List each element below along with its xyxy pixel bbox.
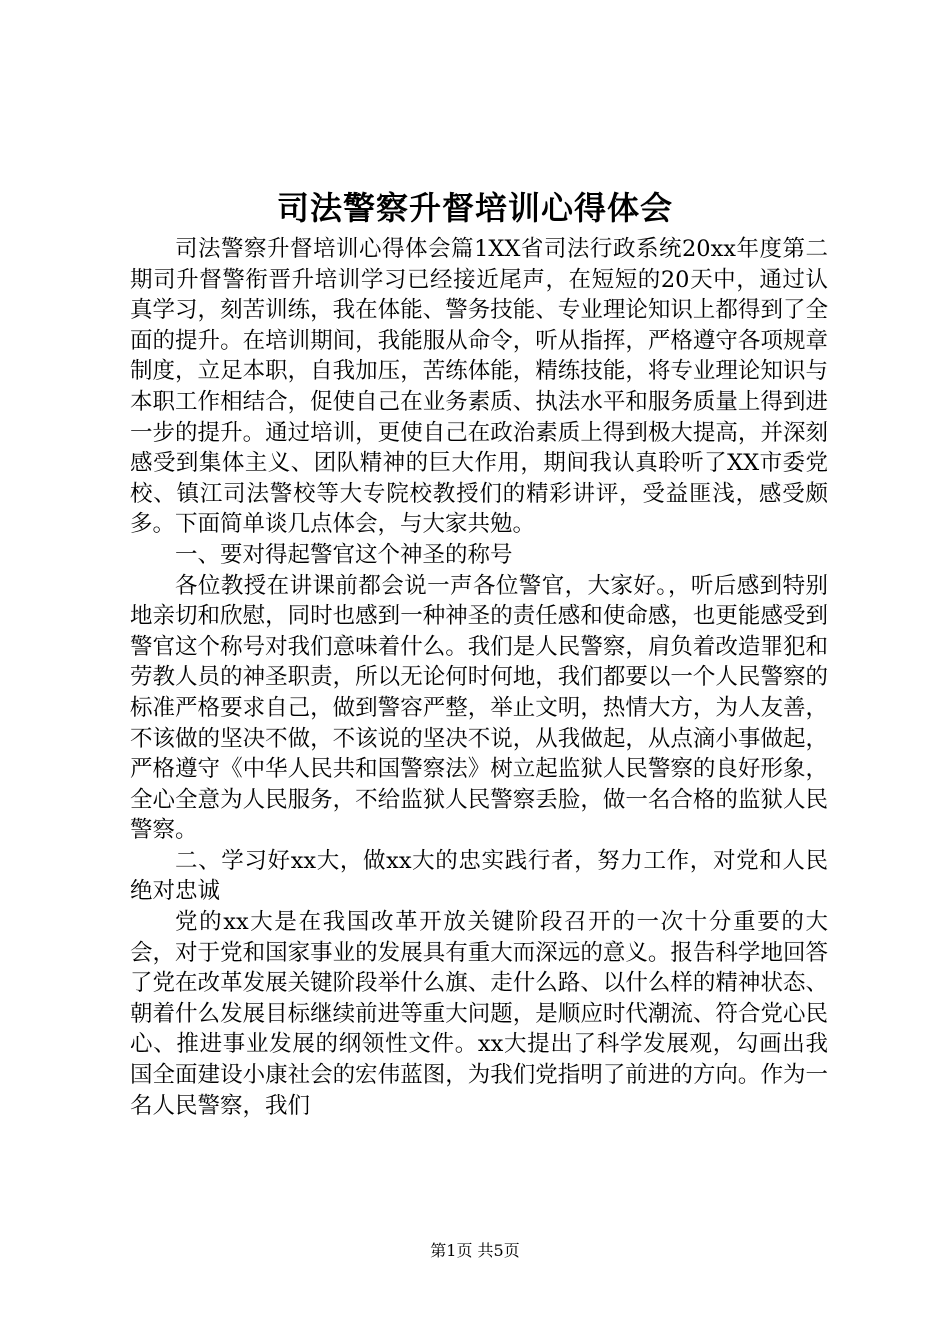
paragraph-section-2: 党的xx大是在我国改革开放关键阶段召开的一次十分重要的大会，对于党和国家事业的发展具有重大而深远的意义。报告科学地回答了党在改革发展关键阶段举什么旗、走什么路、以什么样的精神状态、朝着什么发展目标继续前进等重大问题，是顺应时代潮流、符合党心民心、推进事业发展的纲领性文件。xx大提出了科学发展观，勾画出我国全面建设小康社会的宏伟蓝图，为我们党指明了前进的方向。作为一名人民警察，我们 — [130, 909, 828, 1119]
paragraph-intro: 司法警察升督培训心得体会篇1XX省司法行政系统20xx年度第二期司升督警衔晋升培训学习已经接近尾声，在短短的20天中，通过认真学习，刻苦训练，我在体能、警务技能、专业理论知识上都得到了全面的提升。在培训期间，我能服从命令，听从指挥，严格遵守各项规章制度，立足本职，自我加压，苦练体能，精练技能，将专业理论知识与本职工作相结合，促使自己在业务素质、执法水平和服务质量上得到进一步的提升。通过培训，更使自己在政治素质上得到极大提高，并深刻感受到集体主义、团队精神的巨大作用，期间我认真聆听了XX市委党校、镇江司法警校等大专院校教授们的精彩讲评，受益匪浅，感受颇多。下面简单谈几点体会，与大家共勉。 — [130, 236, 828, 538]
page-number-footer: 第1页 共5页 — [430, 1241, 520, 1260]
document-title: 司法警察升督培训心得体会 — [276, 189, 673, 227]
section-heading-2: 二、学习好xx大，做xx大的忠实践行者，努力工作，对党和人民绝对忠诚 — [130, 847, 828, 905]
paragraph-section-1: 各位教授在讲课前都会说一声各位警官，大家好。，听后感到特别地亲切和欣慰，同时也感到一种神圣的责任感和使命感，也更能感受到警官这个称号对我们意味着什么。我们是人民警察，肩负着改造罪犯和劳教人员的神圣职责，所以无论何时何地，我们都要以一个人民警察的标准严格要求自己，做到警容严整，举止文明，热情大方，为人友善，不该做的坚决不做，不该说的坚决不说，从我做起，从点滴小事做起，严格遵守《中华人民共和国警察法》树立起监狱人民警察的良好形象，全心全意为人民服务，不给监狱人民警察丢脸，做一名合格的监狱人民警察。 — [130, 572, 828, 844]
document-body — [130, 234, 828, 1121]
section-heading-1: 一、要对得起警官这个神圣的称号 — [175, 541, 513, 568]
